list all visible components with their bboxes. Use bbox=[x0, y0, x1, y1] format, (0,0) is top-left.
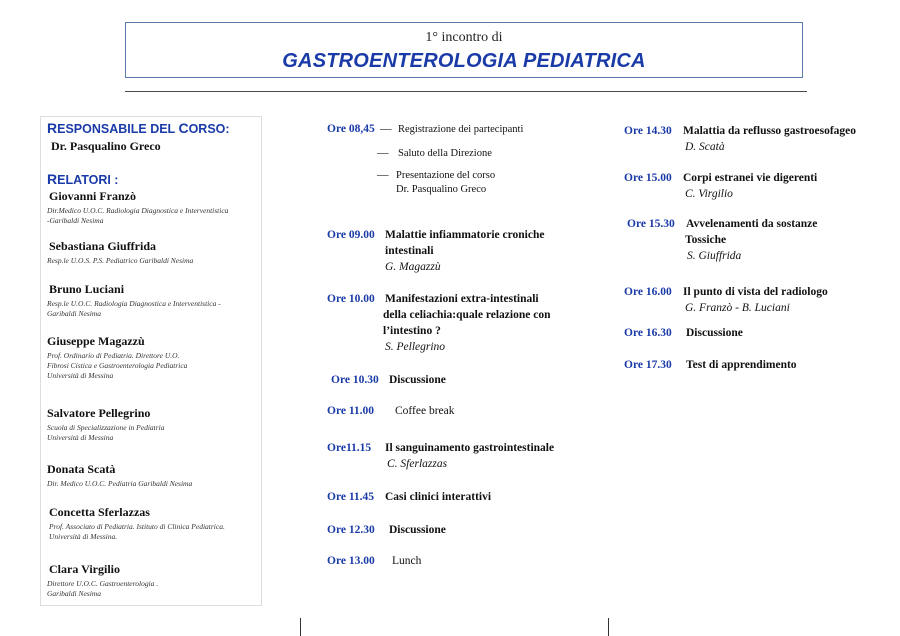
session-title: Casi clinici interattivi bbox=[385, 491, 492, 503]
time-label: Ore11.15 bbox=[327, 442, 372, 454]
speaker-role: Direttore U.O.C. Gastroenterologia . Garibaldi Nesima bbox=[47, 579, 159, 598]
speaker-role: Dir. Medico U.O.C. Pediatria Garibaldi Nesima bbox=[47, 479, 193, 488]
time-label: Ore 17.30 bbox=[624, 359, 672, 371]
fold-mark-left bbox=[300, 618, 301, 636]
responsabile-heading: RESPONSABILE DEL CORSO: bbox=[47, 120, 230, 136]
session-speaker: S. Pellegrino bbox=[385, 341, 446, 353]
fold-mark-right bbox=[608, 618, 609, 636]
time-label: Ore 16.30 bbox=[624, 327, 672, 339]
speaker-role: Resp.le U.O.S. P.S. Pediatrico Garibaldi Nesima bbox=[47, 256, 194, 265]
dash: — bbox=[377, 147, 389, 159]
session-title: intestinali bbox=[385, 245, 434, 257]
speaker-role: Resp.le U.O.C. Radiologia Diagnostica e Interventistica - Garibaldi Nesima bbox=[47, 299, 221, 318]
speaker-name: Salvatore Pellegrino bbox=[47, 406, 151, 420]
speaker-name: Giovanni Franzò bbox=[49, 189, 137, 203]
session-speaker: D. Scatà bbox=[685, 141, 725, 153]
speaker-name: Sebastiana Giuffrida bbox=[49, 239, 157, 253]
time-label: Ore 15.30 bbox=[627, 218, 675, 230]
time-label: Ore 09.00 bbox=[327, 229, 375, 241]
session-title: Saluto della Direzione bbox=[398, 148, 492, 159]
session-title: Discussione bbox=[389, 374, 446, 386]
session-speaker: G. Franzò - B. Luciani bbox=[685, 302, 790, 314]
speaker-name: Donata Scatà bbox=[47, 462, 116, 476]
time-label: Ore 11.45 bbox=[327, 491, 375, 503]
session-title: Tossiche bbox=[685, 234, 727, 246]
time-label: Ore 10.00 bbox=[327, 293, 375, 305]
session-title: Malattia da reflusso gastroesofageo bbox=[683, 125, 857, 137]
session-title: Presentazione del corso bbox=[396, 170, 496, 181]
session-speaker: C. Sferlazzas bbox=[387, 458, 448, 470]
session-title: Avvelenamenti da sostanze bbox=[686, 218, 818, 230]
speaker-name: Concetta Sferlazzas bbox=[49, 505, 150, 519]
session-title: Il punto di vista del radiologo bbox=[683, 286, 828, 298]
session-title: Corpi estranei vie digerenti bbox=[683, 172, 818, 184]
speaker-name: Giuseppe Magazzù bbox=[47, 334, 145, 348]
speaker-name: Clara Virgilio bbox=[49, 562, 120, 576]
header-box bbox=[125, 22, 803, 78]
speaker-name: Bruno Luciani bbox=[49, 282, 125, 296]
header-subtitle: 1° incontro di bbox=[425, 30, 503, 45]
page-title: GASTROENTEROLOGIA PEDIATRICA bbox=[282, 50, 646, 72]
speaker-role: Prof. Ordinario di Pediatria. Direttore U.O. Fibrosi Cistica e Gastroenterologia Pediatrica Università di Messina bbox=[47, 351, 188, 380]
speaker-role: Prof. Associato di Pediatria. Istituto di Clinica Pediatrica. Università di Messina. bbox=[49, 522, 225, 541]
time-label: Ore 12.30 bbox=[327, 524, 375, 536]
speaker-role: Dir.Medico U.O.C. Radiologia Diagnostica e Interventistica -Garibaldi Nesima bbox=[47, 206, 229, 225]
header-divider bbox=[125, 91, 807, 92]
time-label: Ore 10.30 bbox=[331, 374, 379, 386]
session-title: Coffee break bbox=[395, 405, 455, 417]
responsabile-name: Dr. Pasqualino Greco bbox=[51, 139, 161, 153]
time-label: Ore 15.00 bbox=[624, 172, 672, 184]
session-speaker: Dr. Pasqualino Greco bbox=[396, 184, 487, 195]
session-title: l’intestino ? bbox=[383, 325, 441, 337]
dash: — bbox=[377, 169, 389, 181]
session-title: Manifestazioni extra-intestinali bbox=[385, 293, 539, 305]
time-label: Ore 08,45 bbox=[327, 123, 375, 135]
session-title: Il sanguinamento gastrointestinale bbox=[385, 442, 555, 454]
speaker-role: Scuola di Specializzazione in Pediatria Università di Messina bbox=[47, 423, 165, 442]
relatori-heading: RELATORI : bbox=[47, 171, 119, 187]
session-title: della celiachia:quale relazione con bbox=[383, 309, 551, 321]
session-speaker: G. Magazzù bbox=[385, 261, 441, 273]
time-label: Ore 13.00 bbox=[327, 555, 375, 567]
session-speaker: C. Virgilio bbox=[685, 188, 733, 200]
session-title: Test di apprendimento bbox=[686, 359, 797, 371]
dash: — bbox=[380, 123, 392, 135]
time-label: Ore 16.00 bbox=[624, 286, 672, 298]
session-title: Discussione bbox=[686, 327, 743, 339]
session-title: Lunch bbox=[392, 555, 422, 567]
time-label: Ore 14.30 bbox=[624, 125, 672, 137]
session-title: Discussione bbox=[389, 524, 446, 536]
session-speaker: S. Giuffrida bbox=[687, 250, 742, 262]
session-title: Registrazione dei partecipanti bbox=[398, 124, 524, 135]
speakers-panel bbox=[40, 116, 262, 606]
session-title: Malattie infiammatorie croniche bbox=[385, 229, 545, 241]
time-label: Ore 11.00 bbox=[327, 405, 375, 417]
